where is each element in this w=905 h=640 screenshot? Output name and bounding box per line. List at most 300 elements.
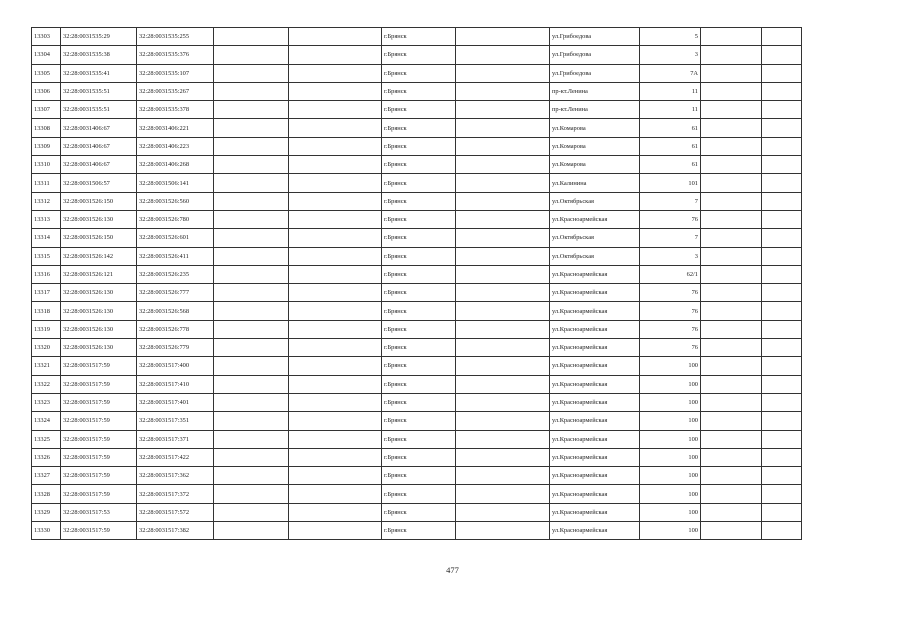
registry-table <box>31 27 802 540</box>
empty-cell <box>701 229 762 247</box>
house-number-cell: 100 <box>640 467 701 485</box>
empty-cell <box>289 467 382 485</box>
city-cell: г.Брянск <box>382 119 456 137</box>
house-number-cell: 5 <box>640 28 701 46</box>
empty-cell <box>762 357 802 375</box>
parent-cadastral-cell: 32:28:0031406:67 <box>61 156 137 174</box>
house-number-cell: 7 <box>640 192 701 210</box>
empty-cell <box>701 412 762 430</box>
row-number-cell: 13305 <box>32 64 61 82</box>
empty-cell <box>762 192 802 210</box>
parent-cadastral-cell: 32:28:0031406:67 <box>61 137 137 155</box>
row-number-cell: 13308 <box>32 119 61 137</box>
row-number-cell: 13310 <box>32 156 61 174</box>
house-number-cell: 7А <box>640 64 701 82</box>
row-number-cell: 13314 <box>32 229 61 247</box>
street-cell: ул.Красноармейская <box>550 265 640 283</box>
empty-cell <box>289 503 382 521</box>
city-cell: г.Брянск <box>382 375 456 393</box>
parent-cadastral-cell: 32:28:0031517:59 <box>61 412 137 430</box>
empty-cell <box>214 119 289 137</box>
city-cell: г.Брянск <box>382 137 456 155</box>
empty-cell <box>289 101 382 119</box>
empty-cell <box>762 229 802 247</box>
empty-cell <box>701 46 762 64</box>
house-number-cell: 3 <box>640 46 701 64</box>
empty-cell <box>762 522 802 540</box>
empty-cell <box>456 101 550 119</box>
cadastral-number-cell: 32:28:0031517:362 <box>137 467 214 485</box>
table-row <box>32 64 802 82</box>
street-cell: ул.Октябрьская <box>550 229 640 247</box>
empty-cell <box>701 393 762 411</box>
empty-cell <box>456 448 550 466</box>
empty-cell <box>289 375 382 393</box>
empty-cell <box>289 210 382 228</box>
empty-cell <box>762 82 802 100</box>
cadastral-number-cell: 32:28:0031406:268 <box>137 156 214 174</box>
empty-cell <box>456 467 550 485</box>
empty-cell <box>456 284 550 302</box>
cadastral-number-cell: 32:28:0031406:221 <box>137 119 214 137</box>
cadastral-number-cell: 32:28:0031526:568 <box>137 302 214 320</box>
empty-cell <box>701 101 762 119</box>
house-number-cell: 101 <box>640 174 701 192</box>
cadastral-number-cell: 32:28:0031535:107 <box>137 64 214 82</box>
empty-cell <box>762 430 802 448</box>
cadastral-number-cell: 32:28:0031517:382 <box>137 522 214 540</box>
empty-cell <box>701 265 762 283</box>
street-cell: пр-кт.Ленина <box>550 101 640 119</box>
city-cell: г.Брянск <box>382 210 456 228</box>
row-number-cell: 13319 <box>32 320 61 338</box>
row-number-cell: 13318 <box>32 302 61 320</box>
empty-cell <box>701 64 762 82</box>
row-number-cell: 13327 <box>32 467 61 485</box>
street-cell: ул.Красноармейская <box>550 448 640 466</box>
empty-cell <box>456 174 550 192</box>
row-number-cell: 13317 <box>32 284 61 302</box>
empty-cell <box>456 137 550 155</box>
row-number-cell: 13326 <box>32 448 61 466</box>
empty-cell <box>289 448 382 466</box>
empty-cell <box>289 192 382 210</box>
house-number-cell: 100 <box>640 375 701 393</box>
house-number-cell: 100 <box>640 430 701 448</box>
empty-cell <box>289 302 382 320</box>
house-number-cell: 76 <box>640 210 701 228</box>
city-cell: г.Брянск <box>382 467 456 485</box>
empty-cell <box>214 485 289 503</box>
city-cell: г.Брянск <box>382 156 456 174</box>
empty-cell <box>762 119 802 137</box>
empty-cell <box>456 375 550 393</box>
row-number-cell: 13320 <box>32 339 61 357</box>
empty-cell <box>456 229 550 247</box>
empty-cell <box>456 46 550 64</box>
empty-cell <box>214 412 289 430</box>
city-cell: г.Брянск <box>382 64 456 82</box>
empty-cell <box>214 302 289 320</box>
empty-cell <box>456 210 550 228</box>
house-number-cell: 61 <box>640 137 701 155</box>
city-cell: г.Брянск <box>382 302 456 320</box>
empty-cell <box>701 522 762 540</box>
city-cell: г.Брянск <box>382 192 456 210</box>
street-cell: ул.Красноармейская <box>550 339 640 357</box>
row-number-cell: 13312 <box>32 192 61 210</box>
empty-cell <box>214 28 289 46</box>
empty-cell <box>701 375 762 393</box>
cadastral-number-cell: 32:28:0031517:410 <box>137 375 214 393</box>
empty-cell <box>762 393 802 411</box>
row-number-cell: 13309 <box>32 137 61 155</box>
cadastral-number-cell: 32:28:0031535:255 <box>137 28 214 46</box>
empty-cell <box>701 284 762 302</box>
empty-cell <box>762 320 802 338</box>
empty-cell <box>214 467 289 485</box>
table-row <box>32 229 802 247</box>
cadastral-number-cell: 32:28:0031517:351 <box>137 412 214 430</box>
street-cell: ул.Красноармейская <box>550 375 640 393</box>
city-cell: г.Брянск <box>382 393 456 411</box>
street-cell: ул.Красноармейская <box>550 412 640 430</box>
city-cell: г.Брянск <box>382 265 456 283</box>
parent-cadastral-cell: 32:28:0031517:59 <box>61 393 137 411</box>
street-cell: ул.Грибоедова <box>550 28 640 46</box>
empty-cell <box>701 247 762 265</box>
parent-cadastral-cell: 32:28:0031517:59 <box>61 357 137 375</box>
street-cell: ул.Красноармейская <box>550 485 640 503</box>
row-number-cell: 13321 <box>32 357 61 375</box>
empty-cell <box>214 101 289 119</box>
empty-cell <box>214 357 289 375</box>
house-number-cell: 11 <box>640 101 701 119</box>
cadastral-number-cell: 32:28:0031517:401 <box>137 393 214 411</box>
table-row <box>32 302 802 320</box>
parent-cadastral-cell: 32:28:0031535:29 <box>61 28 137 46</box>
empty-cell <box>701 467 762 485</box>
row-number-cell: 13313 <box>32 210 61 228</box>
empty-cell <box>214 265 289 283</box>
cadastral-number-cell: 32:28:0031526:411 <box>137 247 214 265</box>
row-number-cell: 13330 <box>32 522 61 540</box>
empty-cell <box>456 82 550 100</box>
row-number-cell: 13311 <box>32 174 61 192</box>
city-cell: г.Брянск <box>382 430 456 448</box>
empty-cell <box>289 430 382 448</box>
empty-cell <box>456 412 550 430</box>
cadastral-number-cell: 32:28:0031517:572 <box>137 503 214 521</box>
house-number-cell: 100 <box>640 522 701 540</box>
empty-cell <box>762 284 802 302</box>
street-cell: ул.Красноармейская <box>550 302 640 320</box>
table-row <box>32 448 802 466</box>
row-number-cell: 13304 <box>32 46 61 64</box>
parent-cadastral-cell: 32:28:0031526:142 <box>61 247 137 265</box>
empty-cell <box>456 265 550 283</box>
cadastral-number-cell: 32:28:0031526:777 <box>137 284 214 302</box>
street-cell: ул.Красноармейская <box>550 467 640 485</box>
empty-cell <box>214 430 289 448</box>
street-cell: ул.Комарова <box>550 137 640 155</box>
empty-cell <box>289 137 382 155</box>
empty-cell <box>701 156 762 174</box>
table-row <box>32 467 802 485</box>
table-row <box>32 393 802 411</box>
empty-cell <box>701 302 762 320</box>
parent-cadastral-cell: 32:28:0031526:150 <box>61 192 137 210</box>
city-cell: г.Брянск <box>382 320 456 338</box>
parent-cadastral-cell: 32:28:0031526:130 <box>61 320 137 338</box>
cadastral-number-cell: 32:28:0031517:422 <box>137 448 214 466</box>
parent-cadastral-cell: 32:28:0031517:59 <box>61 467 137 485</box>
empty-cell <box>214 82 289 100</box>
table-row <box>32 430 802 448</box>
house-number-cell: 76 <box>640 320 701 338</box>
empty-cell <box>289 265 382 283</box>
cadastral-number-cell: 32:28:0031526:235 <box>137 265 214 283</box>
empty-cell <box>456 393 550 411</box>
empty-cell <box>456 503 550 521</box>
empty-cell <box>701 503 762 521</box>
cadastral-number-cell: 32:28:0031535:376 <box>137 46 214 64</box>
parent-cadastral-cell: 32:28:0031526:130 <box>61 284 137 302</box>
street-cell: ул.Красноармейская <box>550 210 640 228</box>
table-row <box>32 119 802 137</box>
cadastral-number-cell: 32:28:0031506:141 <box>137 174 214 192</box>
empty-cell <box>762 137 802 155</box>
empty-cell <box>456 430 550 448</box>
empty-cell <box>762 101 802 119</box>
cadastral-number-cell: 32:28:0031526:779 <box>137 339 214 357</box>
empty-cell <box>701 339 762 357</box>
empty-cell <box>701 430 762 448</box>
house-number-cell: 76 <box>640 339 701 357</box>
table-row <box>32 46 802 64</box>
empty-cell <box>762 64 802 82</box>
house-number-cell: 61 <box>640 156 701 174</box>
empty-cell <box>762 339 802 357</box>
empty-cell <box>762 448 802 466</box>
house-number-cell: 76 <box>640 302 701 320</box>
empty-cell <box>214 284 289 302</box>
city-cell: г.Брянск <box>382 101 456 119</box>
empty-cell <box>289 82 382 100</box>
empty-cell <box>456 320 550 338</box>
empty-cell <box>762 174 802 192</box>
empty-cell <box>762 265 802 283</box>
table-row <box>32 265 802 283</box>
empty-cell <box>289 393 382 411</box>
empty-cell <box>289 156 382 174</box>
empty-cell <box>214 229 289 247</box>
street-cell: ул.Красноармейская <box>550 430 640 448</box>
empty-cell <box>214 393 289 411</box>
empty-cell <box>289 229 382 247</box>
parent-cadastral-cell: 32:28:0031526:150 <box>61 229 137 247</box>
row-number-cell: 13307 <box>32 101 61 119</box>
empty-cell <box>214 210 289 228</box>
cadastral-number-cell: 32:28:0031526:780 <box>137 210 214 228</box>
street-cell: ул.Красноармейская <box>550 522 640 540</box>
parent-cadastral-cell: 32:28:0031517:59 <box>61 430 137 448</box>
empty-cell <box>762 28 802 46</box>
empty-cell <box>456 247 550 265</box>
city-cell: г.Брянск <box>382 412 456 430</box>
house-number-cell: 62/1 <box>640 265 701 283</box>
city-cell: г.Брянск <box>382 247 456 265</box>
empty-cell <box>762 46 802 64</box>
table-row <box>32 82 802 100</box>
page-number: 477 <box>446 565 459 575</box>
parent-cadastral-cell: 32:28:0031526:130 <box>61 210 137 228</box>
empty-cell <box>214 156 289 174</box>
table-row <box>32 210 802 228</box>
empty-cell <box>289 174 382 192</box>
parent-cadastral-cell: 32:28:0031535:38 <box>61 46 137 64</box>
empty-cell <box>456 28 550 46</box>
empty-cell <box>214 375 289 393</box>
empty-cell <box>289 247 382 265</box>
house-number-cell: 3 <box>640 247 701 265</box>
empty-cell <box>456 64 550 82</box>
street-cell: ул.Октябрьская <box>550 247 640 265</box>
empty-cell <box>289 46 382 64</box>
parent-cadastral-cell: 32:28:0031506:57 <box>61 174 137 192</box>
house-number-cell: 61 <box>640 119 701 137</box>
empty-cell <box>214 174 289 192</box>
table-row <box>32 192 802 210</box>
cadastral-number-cell: 32:28:0031526:560 <box>137 192 214 210</box>
empty-cell <box>762 156 802 174</box>
parent-cadastral-cell: 32:28:0031517:59 <box>61 485 137 503</box>
street-cell: ул.Октябрьская <box>550 192 640 210</box>
city-cell: г.Брянск <box>382 229 456 247</box>
empty-cell <box>214 247 289 265</box>
table-row <box>32 101 802 119</box>
city-cell: г.Брянск <box>382 82 456 100</box>
empty-cell <box>456 485 550 503</box>
table-row <box>32 485 802 503</box>
house-number-cell: 100 <box>640 412 701 430</box>
row-number-cell: 13329 <box>32 503 61 521</box>
row-number-cell: 13324 <box>32 412 61 430</box>
street-cell: ул.Калинина <box>550 174 640 192</box>
street-cell: ул.Красноармейская <box>550 503 640 521</box>
empty-cell <box>701 320 762 338</box>
street-cell: ул.Красноармейская <box>550 284 640 302</box>
empty-cell <box>762 412 802 430</box>
street-cell: ул.Грибоедова <box>550 46 640 64</box>
parent-cadastral-cell: 32:28:0031517:59 <box>61 375 137 393</box>
house-number-cell: 100 <box>640 357 701 375</box>
city-cell: г.Брянск <box>382 503 456 521</box>
empty-cell <box>289 485 382 503</box>
city-cell: г.Брянск <box>382 522 456 540</box>
cadastral-number-cell: 32:28:0031517:371 <box>137 430 214 448</box>
row-number-cell: 13322 <box>32 375 61 393</box>
parent-cadastral-cell: 32:28:0031526:130 <box>61 302 137 320</box>
empty-cell <box>289 357 382 375</box>
house-number-cell: 100 <box>640 503 701 521</box>
table-row <box>32 28 802 46</box>
house-number-cell: 100 <box>640 485 701 503</box>
empty-cell <box>289 522 382 540</box>
empty-cell <box>289 412 382 430</box>
house-number-cell: 76 <box>640 284 701 302</box>
empty-cell <box>456 156 550 174</box>
row-number-cell: 13315 <box>32 247 61 265</box>
empty-cell <box>762 302 802 320</box>
empty-cell <box>701 210 762 228</box>
empty-cell <box>701 137 762 155</box>
city-cell: г.Брянск <box>382 174 456 192</box>
table-row <box>32 156 802 174</box>
empty-cell <box>762 503 802 521</box>
table-row <box>32 375 802 393</box>
empty-cell <box>214 320 289 338</box>
row-number-cell: 13328 <box>32 485 61 503</box>
empty-cell <box>214 64 289 82</box>
street-cell: ул.Комарова <box>550 119 640 137</box>
parent-cadastral-cell: 32:28:0031517:53 <box>61 503 137 521</box>
row-number-cell: 13303 <box>32 28 61 46</box>
parent-cadastral-cell: 32:28:0031535:51 <box>61 101 137 119</box>
row-number-cell: 13323 <box>32 393 61 411</box>
empty-cell <box>762 210 802 228</box>
cadastral-number-cell: 32:28:0031517:372 <box>137 485 214 503</box>
parent-cadastral-cell: 32:28:0031535:41 <box>61 64 137 82</box>
street-cell: ул.Красноармейская <box>550 357 640 375</box>
city-cell: г.Брянск <box>382 339 456 357</box>
street-cell: ул.Грибоедова <box>550 64 640 82</box>
city-cell: г.Брянск <box>382 28 456 46</box>
empty-cell <box>289 119 382 137</box>
cadastral-number-cell: 32:28:0031526:778 <box>137 320 214 338</box>
empty-cell <box>701 357 762 375</box>
empty-cell <box>456 192 550 210</box>
empty-cell <box>701 28 762 46</box>
empty-cell <box>289 339 382 357</box>
street-cell: ул.Красноармейская <box>550 320 640 338</box>
house-number-cell: 11 <box>640 82 701 100</box>
empty-cell <box>214 192 289 210</box>
table-row <box>32 357 802 375</box>
empty-cell <box>701 448 762 466</box>
city-cell: г.Брянск <box>382 485 456 503</box>
cadastral-number-cell: 32:28:0031526:601 <box>137 229 214 247</box>
street-cell: пр-кт.Ленина <box>550 82 640 100</box>
empty-cell <box>456 339 550 357</box>
street-cell: ул.Комарова <box>550 156 640 174</box>
empty-cell <box>701 119 762 137</box>
cadastral-number-cell: 32:28:0031535:267 <box>137 82 214 100</box>
row-number-cell: 13325 <box>32 430 61 448</box>
empty-cell <box>214 522 289 540</box>
city-cell: г.Брянск <box>382 448 456 466</box>
city-cell: г.Брянск <box>382 284 456 302</box>
table-row <box>32 412 802 430</box>
empty-cell <box>214 503 289 521</box>
empty-cell <box>214 339 289 357</box>
empty-cell <box>762 485 802 503</box>
cadastral-number-cell: 32:28:0031535:378 <box>137 101 214 119</box>
parent-cadastral-cell: 32:28:0031517:59 <box>61 522 137 540</box>
parent-cadastral-cell: 32:28:0031526:130 <box>61 339 137 357</box>
parent-cadastral-cell: 32:28:0031517:59 <box>61 448 137 466</box>
empty-cell <box>701 192 762 210</box>
